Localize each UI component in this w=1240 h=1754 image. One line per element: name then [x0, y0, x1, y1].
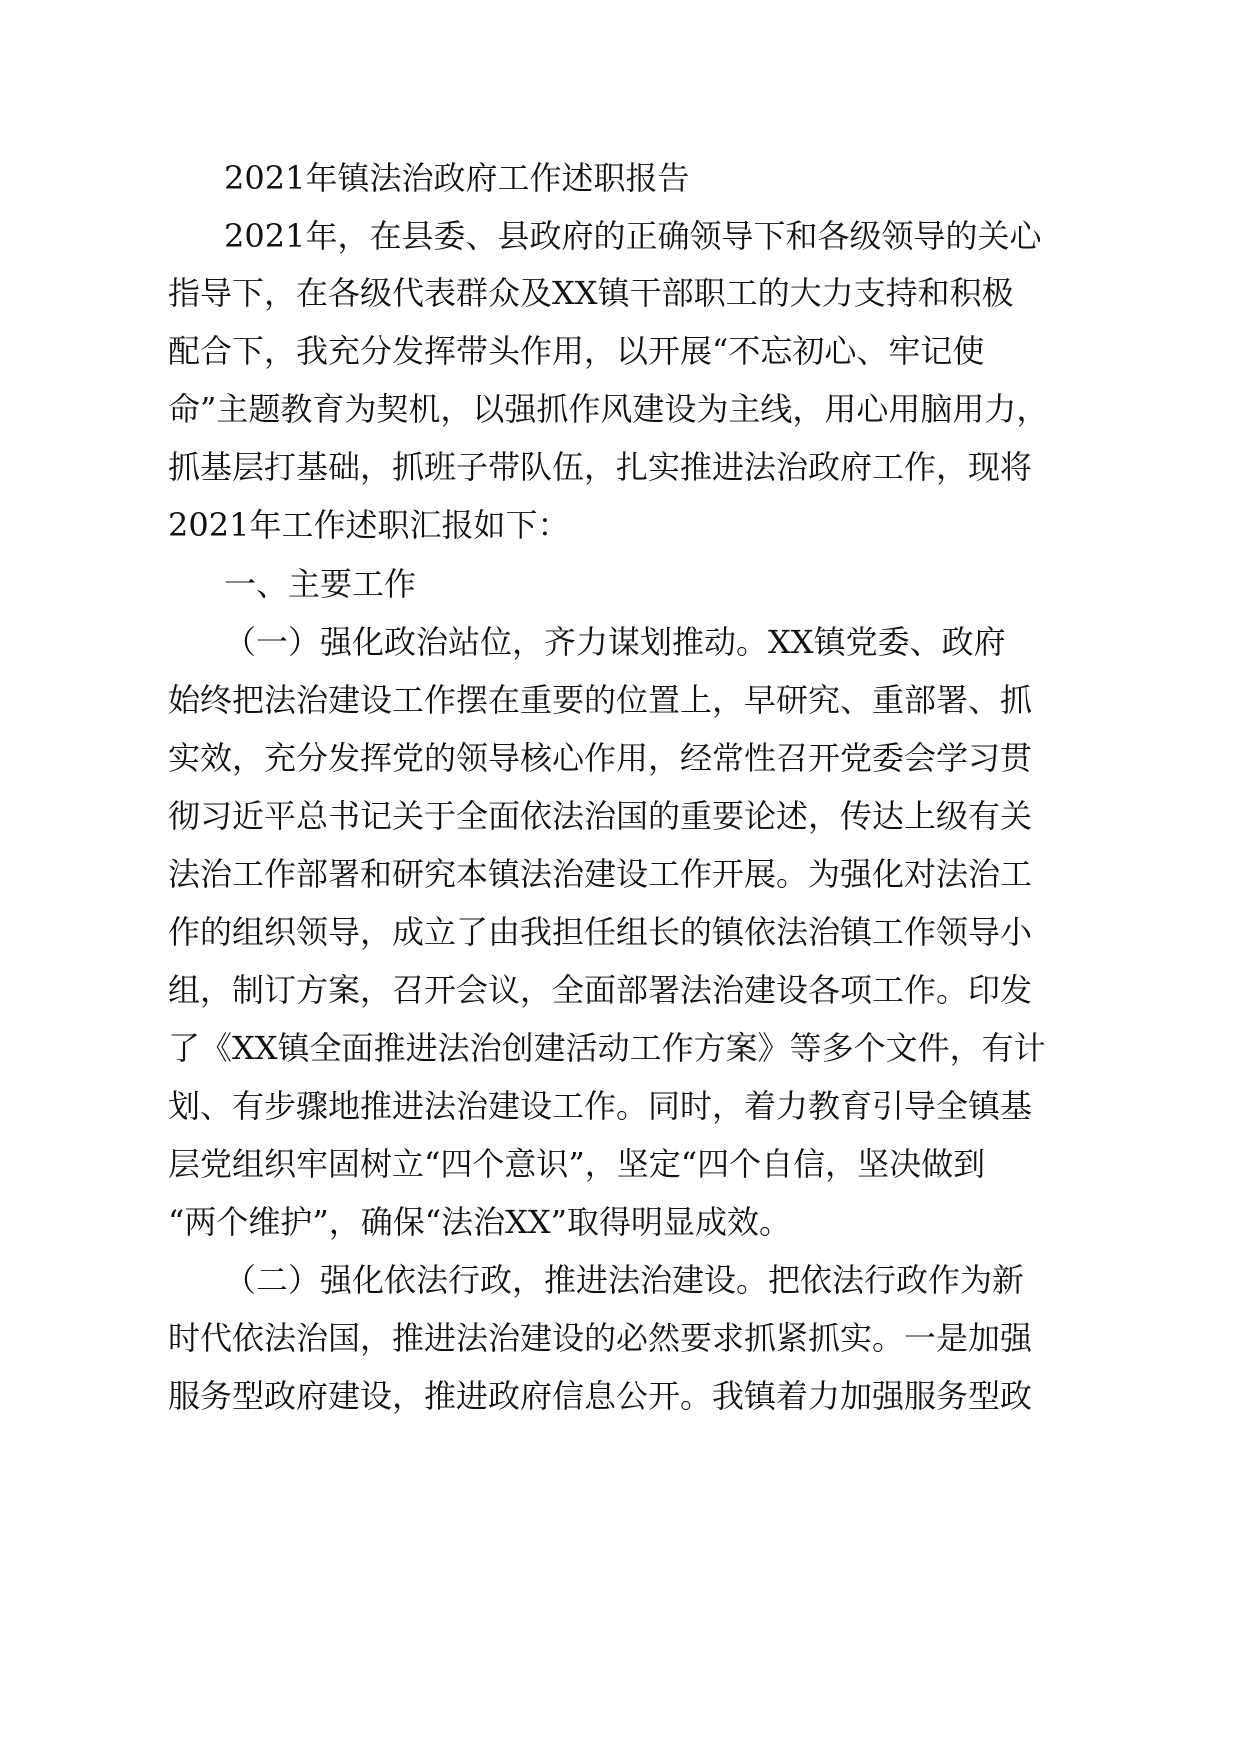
paragraph-line: 层党组织牢固树立“四个意识”，坚定“四个自信，坚决做到 — [168, 1145, 986, 1183]
paragraph-line: （二）强化依法行政，推进法治建设。把依法行政作为新 — [224, 1261, 1025, 1299]
paragraph-line: “两个维护”，确保“法治XX”取得明显成效。 — [168, 1203, 792, 1241]
paragraph-line: 指导下，在各级代表群众及XX镇干部职工的大力支持和积极 — [168, 274, 1014, 312]
paragraph-line: 抓基层打基础，抓班子带队伍，扎实推进法治政府工作，现将 — [168, 448, 1033, 486]
paragraph-line: 彻习近平总书记关于全面依法治国的重要论述，传达上级有关 — [168, 797, 1033, 835]
paragraph-line: 服务型政府建设，推进政府信息公开。我镇着力加强服务型政 — [168, 1377, 1033, 1415]
paragraph-line: 作的组织领导，成立了由我担任组长的镇依法治镇工作领导小 — [168, 913, 1033, 951]
document-title: 2021年镇法治政府工作述职报告 — [224, 159, 690, 197]
paragraph-line: 配合下，我充分发挥带头作用，以开展“不忘初心、牢记使 — [168, 332, 985, 370]
section-heading: 一、主要工作 — [224, 565, 417, 603]
paragraph-line: 命”主题教育为契机，以强抓作风建设为主线，用心用脑用力， — [168, 390, 1049, 428]
paragraph-line: 时代依法治国，推进法治建设的必然要求抓紧抓实。一是加强 — [168, 1319, 1033, 1357]
paragraph-line: 划、有步骤地推进法治建设工作。同时，着力教育引导全镇基 — [168, 1087, 1033, 1125]
paragraph-line: 组，制订方案，召开会议，全面部署法治建设各项工作。印发 — [168, 971, 1033, 1009]
paragraph-line: 始终把法治建设工作摆在重要的位置上，早研究、重部署、抓 — [168, 681, 1033, 719]
paragraph-line: 实效，充分发挥党的领导核心作用，经常性召开党委会学习贯 — [168, 739, 1033, 777]
paragraph-line: （一）强化政治站位，齐力谋划推动。XX镇党委、政府 — [224, 623, 1006, 661]
paragraph-line: 法治工作部署和研究本镇法治建设工作开展。为强化对法治工 — [168, 855, 1033, 893]
paragraph-line: 了《XX镇全面推进法治创建活动工作方案》等多个文件，有计 — [168, 1029, 1046, 1067]
paragraph-line: 2021年，在县委、县政府的正确领导下和各级领导的关心 — [224, 217, 1042, 255]
paragraph-line: 2021年工作述职汇报如下： — [168, 506, 570, 544]
